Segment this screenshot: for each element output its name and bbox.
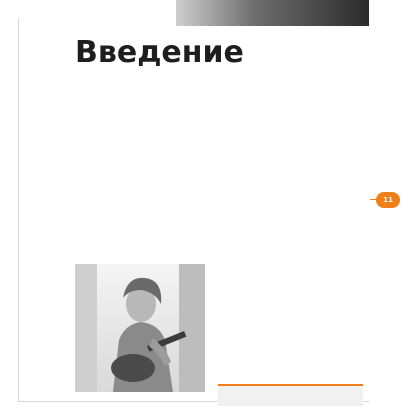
body-column-left bbox=[75, 80, 205, 280]
figure-photo bbox=[75, 264, 205, 392]
figure-photo-image bbox=[75, 264, 205, 392]
page-number-badge: 11 bbox=[376, 192, 400, 208]
page-title: Введение bbox=[75, 35, 244, 70]
top-photo-strip bbox=[176, 0, 369, 26]
figure-caption-box bbox=[218, 384, 363, 406]
body-column-right bbox=[218, 80, 363, 390]
figure-caption bbox=[222, 389, 359, 404]
